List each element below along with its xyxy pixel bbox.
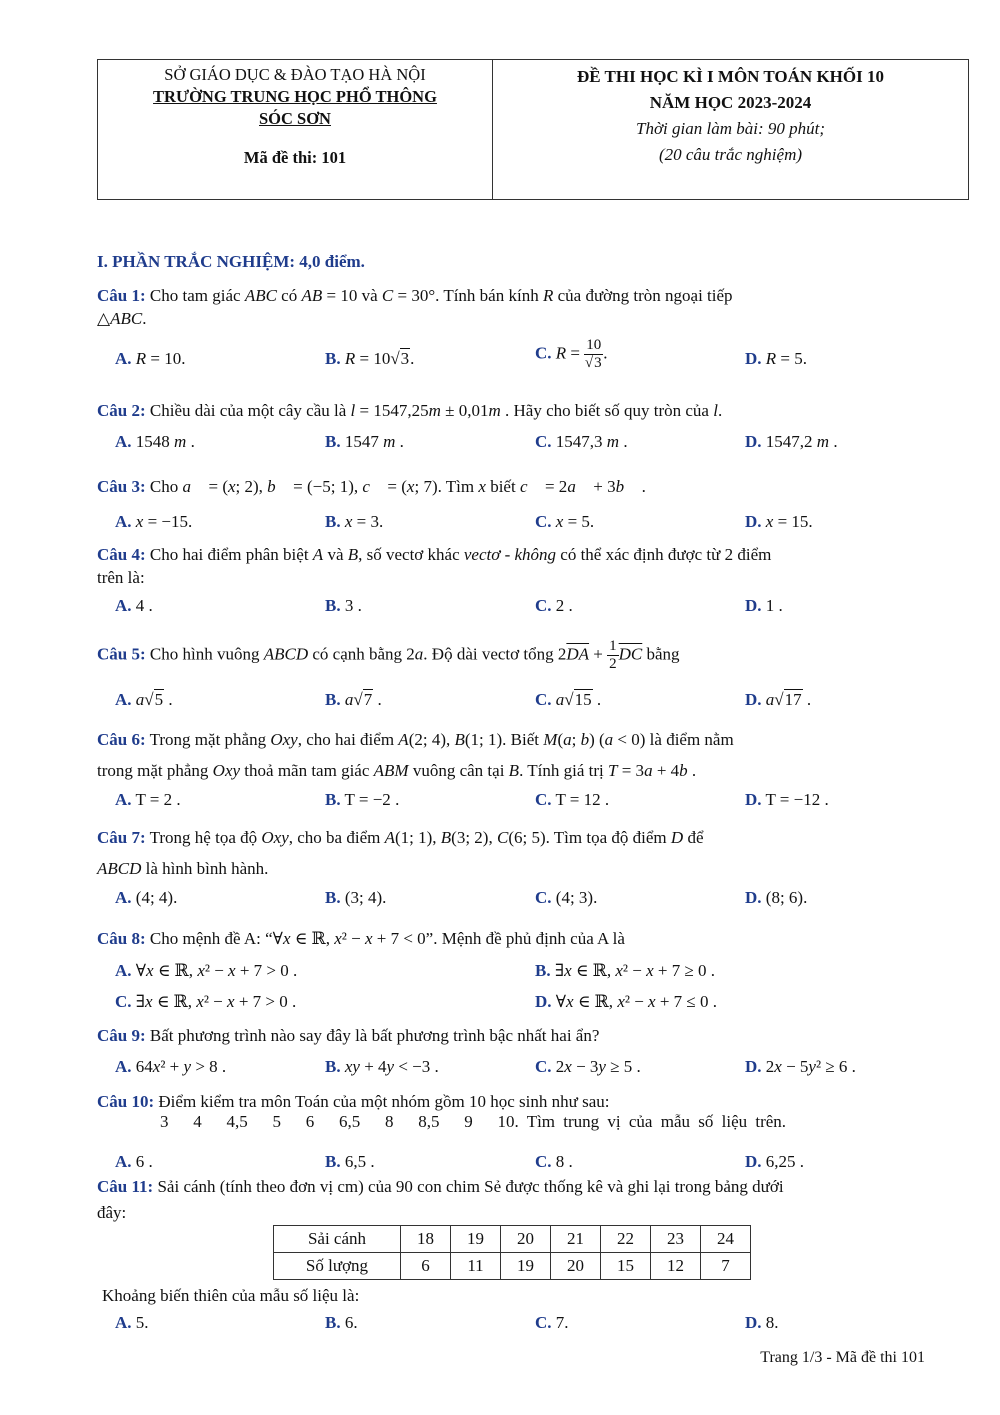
question-text: Tìm trung vị của mẫu số liệu trên. [526,1112,787,1131]
question-text: vectơ - không [463,545,557,564]
option-c: 8 . [555,1152,573,1171]
question-text: , cho ba điểm [288,828,381,847]
question-text: , cho hai điểm [297,730,395,749]
question-text: là điểm nằm [649,730,734,749]
question-label: Câu 3: [97,477,146,496]
table-cell: Số lượng [274,1253,401,1280]
question-5: Câu 5: Cho hình vuông ABCD có cạnh bằng 2a. Độ dài vectơ tổng $2\overline{DA}$ + $\frac{1}{2}$ $\overline{DC}$ bằng [97,638,680,672]
question-11 [97,1174,932,1226]
question-text: Cho tam giác [149,286,241,305]
question-2: Câu 2: Chiều dài của một cây cầu là l = 1547,25m ± 0,01m . Hãy cho biết số quy tròn của l. [97,401,723,420]
question-label: Câu 10: [97,1092,155,1111]
question-label: Câu 4: [97,545,146,564]
option-c: (4; 3) [555,888,594,907]
options-3: A. x = −15. B. x = 3. C. x = 5. D. x = 15. [115,512,813,531]
option-d: 1547,2 [765,432,813,451]
question-text: Tính bán kính [443,286,539,305]
option-b: 1547 [344,432,379,451]
question-text: Điểm kiểm tra môn Toán của một nhóm gồm 10 học sinh như sau: [158,1092,610,1111]
data-values: 3 4 4,5 5 6 6,5 8 8,5 9 10 [160,1112,515,1131]
option-b: 6,5 . [344,1152,375,1171]
section-title: I. PHẦN TRẮC NGHIỆM: 4,0 điểm. [97,252,365,271]
question-label: Câu 6: [97,730,146,749]
option-a: 6 . [135,1152,153,1171]
question-text: của đường tròn ngoại tiếp [557,286,733,305]
question-4: Câu 4: Cho hai điểm phân biệt A và B, số vectơ khác vectơ - không có thể xác định được từ 2 điểm trên là: [97,545,772,587]
question-text: Hãy cho biết số quy tròn của [513,401,709,420]
question-3: Câu 3: Cho a⃗ = (x; 2), b⃗ = (−5; 1), c⃗ = (x; 7). Tìm x biết c⃗ = 2a⃗ + 3b⃗ . [97,477,646,496]
question-text: là hình bình hành. [145,859,269,878]
question-text: Tìm [445,477,475,496]
options-9: A. 64x² + y > 8 . B. xy + 4y < −3 . C. 2x − 3y ≥ 5 . D. 2x − 5y² ≥ 6 . [115,1057,856,1076]
option-a: 5 [154,690,164,709]
school-year: NĂM HỌC 2023-2024 [649,93,812,112]
question-text: và [327,545,344,564]
table-cell: 20 [501,1226,551,1253]
question-1: Câu 1: Cho tam giác ABC có AB = 10 và C = 30°. Tính bán kính R của đường tròn ngoại tiếp △ABC. [97,286,733,328]
table-cell: 23 [651,1226,701,1253]
table-cell: 20 [551,1253,601,1280]
question-text: Bất phương trình nào say đây là bất phương trình bậc nhất hai ẩn? [149,1026,600,1045]
option-c: 7. [555,1313,569,1332]
header-right [493,60,968,199]
question-8: Câu 8: Cho mệnh đề A: “∀x ∈ ℝ, x² − x + 7 < 0”. Mệnh đề phủ định của A là [97,929,625,948]
question-text: ”. Mệnh đề phủ định của A là [425,929,625,948]
table-cell: 22 [601,1226,651,1253]
table-cell: 21 [551,1226,601,1253]
table-cell: 19 [501,1253,551,1280]
exam-header [97,59,969,200]
option-b: 3 [344,596,354,615]
question-text: Cho hình vuông [149,644,260,664]
table-cell: 15 [601,1253,651,1280]
options-5: A. a√5 . B. a√7 . C. a√15 . D. a√17 . [115,690,812,709]
question-label: Câu 11: [97,1177,154,1196]
question-text: Cho [149,477,179,496]
option-a: T = 2 [135,790,173,809]
question-text: . Độ dài vectơ tổng [423,644,554,664]
question-count: (20 câu trắc nghiệm) [658,145,803,164]
options-4: A. 4 . B. 3 . C. 2 . D. 1 . [115,596,783,615]
question-label: Câu 8: [97,929,146,948]
header-left [98,60,493,199]
question-text: Trong hệ tọa độ [149,828,258,847]
question-text: Sải cánh (tính theo đơn vị cm) của 90 con chim Sẻ được thống kê và ghi lại trong bảng dưới [157,1177,784,1196]
option-d: 17 [784,690,802,709]
question-10 [97,1090,932,1113]
options-8a: A. ∀x ∈ ℝ, x² − x + 7 > 0 . B. ∃x ∈ ℝ, x² − x + 7 ≥ 0 . [115,961,716,980]
options-11: A. 5. B. 6. C. 7. D. 8. [115,1313,779,1332]
option-b: (3; 4) [344,888,383,907]
question-text: biết [490,477,516,496]
option-a: (4; 4) [135,888,174,907]
question-6: Câu 6: Trong mặt phẳng Oxy, cho hai điểm A(2; 4), B(1; 1). Biết M(a; b) (a < 0) là điểm nằm trong mặt phẳng Oxy thoả mãn tam giác ABM vuông cân tại B. Tính giá trị T = 3a + 4b . [97,730,734,780]
exam-code: Mã đề thi: 101 [243,148,347,167]
option-c: 2 [555,596,565,615]
question-7: Câu 7: Trong hệ tọa độ Oxy, cho ba điểm A(1; 1), B(3; 2), C(6; 5). Tìm tọa độ điểm D để ABCD là hình bình hành. [97,828,704,878]
question-text: Trong mặt phẳng [149,730,267,749]
dept-name: SỞ GIÁO DỤC & ĐÀO TẠO HÀ NỘI [164,65,426,84]
table-cell: Sải cánh [274,1226,401,1253]
question-label: Câu 9: [97,1026,146,1045]
question-text: thoả mãn tam giác [244,761,370,780]
question-text: Chiều dài của một cây cầu là [149,401,347,420]
option-a: 4 [135,596,145,615]
question-text: đây: [97,1203,127,1222]
option-d: 6,25 . [765,1152,805,1171]
question-label: Câu 7: [97,828,146,847]
question-text: để [687,828,704,847]
question-text: . Tìm tọa độ điểm [545,828,667,847]
table-cell: 11 [451,1253,501,1280]
table-row [274,1253,751,1280]
question-text: vuông cân tại [412,761,505,780]
option-c: 1547,3 [555,432,603,451]
question-text: Cho mệnh đề A: “ [149,929,273,948]
question-text: trên là: [97,568,145,587]
option-a: 5. [135,1313,149,1332]
option-d: 1 [765,596,775,615]
option-b: 7 [363,690,373,709]
question-label: Câu 5: [97,644,146,664]
question-text: Cho hai điểm phân biệt [149,545,309,564]
options-6: A. T = 2 . B. T = −2 . C. T = 12 . D. T = −12 . [115,790,829,809]
data-sample-row: 3 4 4,5 5 6 6,5 8 8,5 9 10. Tìm trung vị của mẫu số liệu trên. [160,1112,787,1131]
question-11-prompt [102,1284,937,1307]
question-label: Câu 2: [97,401,146,420]
question-text: có cạnh bằng [312,644,403,664]
option-d: (8; 6) [765,888,804,907]
options-8b: C. ∃x ∈ ℝ, x² − x + 7 > 0 . D. ∀x ∈ ℝ, x² − x + 7 ≤ 0 . [115,992,718,1011]
table-cell: 6 [401,1253,451,1280]
question-text: , số vectơ khác [358,545,460,564]
option-d: T = −12 [765,790,821,809]
wingspan-table [273,1225,751,1280]
options-1: A. R = 10. B. R = 10√3. C. R = $\frac{10}{√3}$ . D. R = 5. [115,337,808,371]
option-c: T = 12 [555,790,601,809]
question-text: . Biết [502,730,540,749]
question-9 [97,1024,932,1047]
question-label: Câu 1: [97,286,146,305]
table-row [274,1226,751,1253]
table-cell: 24 [701,1226,751,1253]
question-text: trong mặt phẳng [97,761,209,780]
table-cell: 12 [651,1253,701,1280]
question-text: bằng [646,644,680,664]
table-cell: 7 [701,1253,751,1280]
option-a: 1548 [135,432,170,451]
option-b: 6. [344,1313,358,1332]
time-limit: Thời gian làm bài: 90 phút; [636,119,825,138]
option-c: 15 [574,690,592,709]
page-footer: Trang 1/3 - Mã đề thi 101 [760,1349,925,1366]
school-name-2: SÓC SƠN [259,109,331,128]
question-text: Khoảng biến thiên của mẫu số liệu là: [102,1286,360,1305]
option-b: T = −2 [344,790,391,809]
options-10: A. 6 . B. 6,5 . C. 8 . D. 6,25 . [115,1152,805,1171]
options-2: A. 1548 m . B. 1547 m . C. 1547,3 m . D. 1547,2 m . [115,432,838,451]
exam-title: ĐỀ THI HỌC KÌ I MÔN TOÁN KHỐI 10 [577,67,884,86]
option-d: 8. [765,1313,779,1332]
question-text: có thể xác định được từ 2 điểm [560,545,772,564]
table-cell: 19 [451,1226,501,1253]
table-cell: 18 [401,1226,451,1253]
question-text: . Tính giá trị [519,761,604,780]
options-7: A. (4; 4). B. (3; 4). C. (4; 3). D. (8; 6). [115,888,808,907]
school-name-1: TRƯỜNG TRUNG HỌC PHỔ THÔNG [153,87,437,106]
